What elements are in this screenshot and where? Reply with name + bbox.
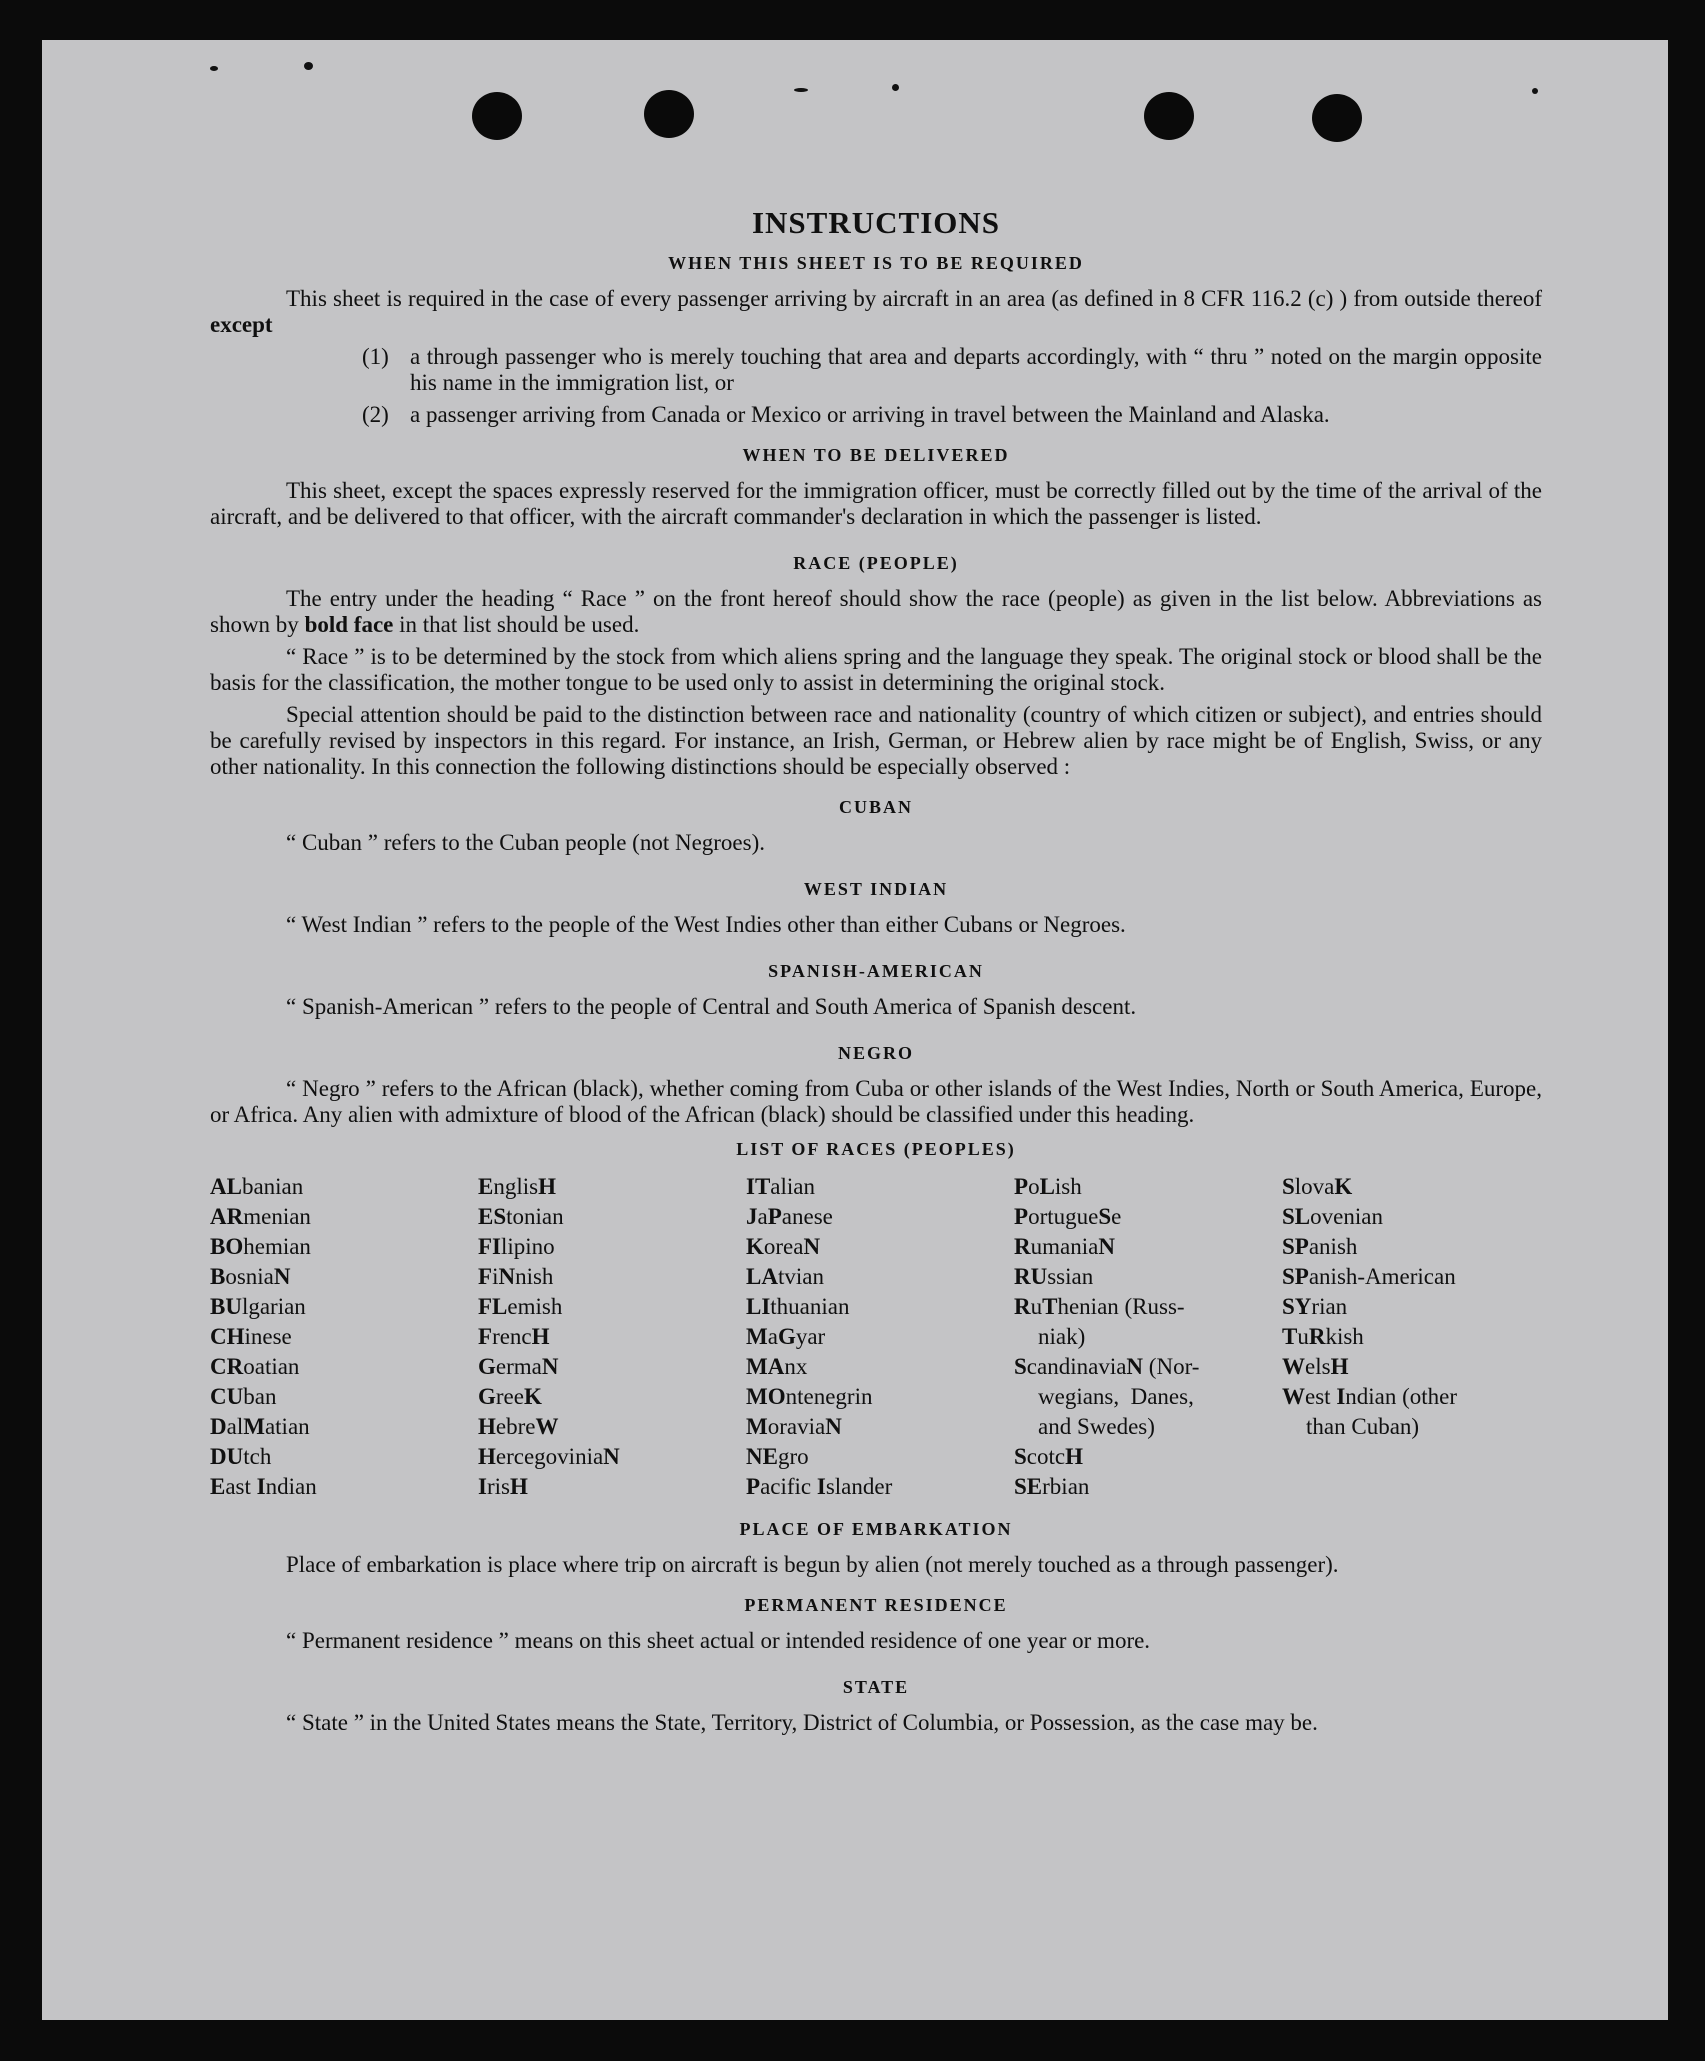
- race-abbreviation: I: [1336, 1384, 1346, 1409]
- race-text: e: [1111, 1204, 1122, 1229]
- race-text: ortugue: [1028, 1204, 1099, 1229]
- race-text: henian (Russ-: [1057, 1294, 1185, 1319]
- race-abbreviation: R: [1014, 1234, 1031, 1259]
- race-paragraph-3: Special attention should be paid to the distinction between race and nationality (country of which citizen or subject), and entries should be carefully revised by inspectors in this regard. For instance, an Irish, German, or Hebrew alien by race might be of English, Swiss, or any other nationality. In this connection the following distinctions should be especially observed :: [210, 702, 1542, 779]
- state-paragraph: “ State ” in the United States means the State, Territory, District of Columbia, or Possession, as the case may be.: [286, 1710, 1318, 1735]
- race-abbreviation: CU: [210, 1384, 244, 1409]
- race-abbreviation: H: [509, 1474, 528, 1499]
- when-required-paragraph: [210, 286, 1542, 338]
- when-delivered-paragraph: This sheet, except the spaces expressly reserved for the immigration officer, must be correctly filled out by the time of the arrival of the aircraft, and be delivered to that officer, with the aircraft commander's declaration in which the passenger is listed.: [210, 478, 1542, 529]
- race-text: gro: [777, 1444, 809, 1469]
- race-text: rbian: [1042, 1474, 1090, 1499]
- race-entry: [210, 1382, 478, 1412]
- race-abbreviation: AL: [210, 1174, 242, 1199]
- section-heading-cuban: CUBAN: [838, 797, 913, 817]
- race-paragraph-1: [210, 586, 1542, 638]
- race-abbreviation: BU: [210, 1294, 242, 1319]
- race-abbreviation: NE: [746, 1444, 778, 1469]
- race-text: u: [1030, 1294, 1043, 1319]
- race-text: ndian (other: [1345, 1384, 1458, 1409]
- race-entry: [746, 1412, 1014, 1442]
- spanish-american-paragraph: “ Spanish-American ” refers to the people of Central and South America of Spanish descent.: [286, 994, 1137, 1019]
- race-abbreviation: SL: [1282, 1204, 1311, 1229]
- race-entry: [478, 1442, 746, 1472]
- race-abbreviation: J: [746, 1204, 758, 1229]
- race-text: hemian: [243, 1234, 311, 1259]
- punch-hole: [1144, 92, 1194, 140]
- punch-hole: [644, 90, 694, 138]
- section-heading-races-list: LIST OF RACES (PEOPLES): [736, 1139, 1016, 1159]
- race-abbreviation: IT: [746, 1174, 771, 1199]
- section-heading-spanish-american: SPANISH-AMERICAN: [768, 961, 984, 981]
- race-entry: [210, 1472, 478, 1502]
- race-text: atian: [264, 1414, 310, 1439]
- race-abbreviation: G: [478, 1354, 496, 1379]
- embarkation-paragraph: Place of embarkation is place where trip on aircraft is begun by alien (not merely touched as a through passenger).: [286, 1552, 1339, 1577]
- race-abbreviation: P: [746, 1474, 761, 1499]
- race-text: renc: [492, 1324, 532, 1349]
- when-required-except: except: [210, 312, 273, 337]
- race-entry: [1014, 1202, 1282, 1232]
- race-abbreviation: E: [478, 1174, 494, 1199]
- race-entry: [1282, 1202, 1550, 1232]
- race-text: candinavia: [1026, 1354, 1127, 1379]
- race-abbreviation: N: [1098, 1234, 1115, 1259]
- race-entry: [1014, 1292, 1282, 1322]
- race-entry: [1014, 1352, 1282, 1382]
- race-text: tonian: [506, 1204, 564, 1229]
- cuban-paragraph: “ Cuban ” refers to the Cuban people (not Negroes).: [286, 830, 766, 855]
- race-abbreviation: SP: [1282, 1234, 1309, 1259]
- race-abbreviation: N: [498, 1264, 516, 1289]
- race-entry: [746, 1232, 1014, 1262]
- race-abbreviation: CH: [210, 1324, 245, 1349]
- race-p1-text: The entry under the heading “ Race ” on the front hereof should show the race (people) as given in the list below. Abbreviations as shown by: [210, 586, 1542, 637]
- race-text: ris: [486, 1474, 510, 1499]
- race-entry-continuation: [1014, 1412, 1282, 1442]
- race-entry: [1014, 1262, 1282, 1292]
- race-text: cotc: [1026, 1444, 1066, 1469]
- race-p1-end: in that list should be used.: [393, 612, 640, 637]
- race-abbreviation: SP: [1282, 1264, 1309, 1289]
- punch-hole: [472, 92, 522, 140]
- race-entry: [1014, 1472, 1282, 1502]
- race-entry: [746, 1322, 1014, 1352]
- race-abbreviation: N: [603, 1444, 620, 1469]
- race-text: orea: [763, 1234, 804, 1259]
- race-text: ban: [243, 1384, 277, 1409]
- race-entry: [210, 1442, 478, 1472]
- race-abbreviation: LI: [746, 1294, 771, 1319]
- race-text: emish: [507, 1294, 563, 1319]
- race-entry: [1282, 1232, 1550, 1262]
- race-abbreviation: ES: [478, 1204, 507, 1229]
- race-entry: [478, 1472, 746, 1502]
- race-abbreviation: BO: [210, 1234, 244, 1259]
- race-abbreviation: T: [1042, 1294, 1058, 1319]
- race-abbreviation: SE: [1014, 1474, 1043, 1499]
- race-abbreviation: F: [478, 1324, 493, 1349]
- races-column: [1014, 1172, 1282, 1502]
- race-abbreviation: G: [777, 1324, 796, 1349]
- race-abbreviation: W: [535, 1414, 559, 1439]
- race-abbreviation: S: [1014, 1444, 1027, 1469]
- race-entry-continuation: [1014, 1322, 1282, 1352]
- race-entry: [1282, 1262, 1550, 1292]
- race-abbreviation: RU: [1014, 1264, 1048, 1289]
- ink-speck: [794, 88, 808, 92]
- race-abbreviation: FI: [478, 1234, 501, 1259]
- ink-speck: [210, 66, 218, 71]
- race-abbreviation: N: [273, 1264, 291, 1289]
- race-text: u: [1297, 1324, 1309, 1349]
- race-entry: [478, 1322, 746, 1352]
- race-entry: [210, 1292, 478, 1322]
- races-column: [478, 1172, 746, 1502]
- race-entry: [1282, 1322, 1550, 1352]
- race-text: kish: [1325, 1324, 1364, 1349]
- race-entry: [210, 1262, 478, 1292]
- race-abbreviation: M: [746, 1324, 768, 1349]
- race-abbreviation: H: [1330, 1354, 1349, 1379]
- race-text: ovenian: [1310, 1204, 1383, 1229]
- section-heading-negro: NEGRO: [837, 1043, 914, 1063]
- race-text: lgarian: [241, 1294, 306, 1319]
- race-abbreviation: K: [1334, 1174, 1353, 1199]
- race-abbreviation: B: [210, 1264, 226, 1289]
- race-paragraph-2: “ Race ” is to be determined by the stock from which aliens spring and the language they speak. The original stock or blood shall be the basis for the classification, the mother tongue to be used only to assist in determining the original stock.: [210, 644, 1542, 695]
- race-abbreviation: K: [746, 1234, 764, 1259]
- race-text: i: [492, 1264, 499, 1289]
- race-text: lova: [1294, 1174, 1335, 1199]
- race-abbreviation: P: [1014, 1204, 1029, 1229]
- race-abbreviation: D: [210, 1414, 227, 1439]
- exception-item: [362, 402, 1542, 428]
- race-abbreviation: S: [1282, 1174, 1295, 1199]
- race-entry-continuation: [1282, 1412, 1550, 1442]
- race-abbreviation: I: [816, 1474, 826, 1499]
- race-abbreviation: R: [1308, 1324, 1326, 1349]
- when-required-intro: This sheet is required in the case of every passenger arriving by aircraft in an area (as defined in 8 CFR 116.2 (c) ) from outside thereof: [286, 286, 1542, 311]
- instructions-content: [210, 170, 1542, 1742]
- race-text: acific: [760, 1474, 817, 1499]
- race-abbreviation: E: [210, 1474, 226, 1499]
- race-text: banian: [241, 1174, 304, 1199]
- race-entry: [478, 1382, 746, 1412]
- ink-speck: [892, 84, 899, 91]
- race-entry: [210, 1322, 478, 1352]
- race-entry: [746, 1472, 1014, 1502]
- race-abbreviation: N: [803, 1234, 821, 1259]
- race-text: rian: [1311, 1294, 1348, 1319]
- race-abbreviation: M: [243, 1414, 265, 1439]
- west-indian-paragraph: “ West Indian ” refers to the people of the West Indies other than either Cubans or Negroes.: [286, 912, 1126, 937]
- race-text: ssian: [1047, 1264, 1094, 1289]
- race-abbreviation: N: [825, 1414, 842, 1439]
- race-text: (Nor-: [1143, 1354, 1200, 1379]
- race-abbreviation: L: [1039, 1174, 1055, 1199]
- ink-speck: [304, 62, 313, 70]
- race-abbreviation: I: [256, 1474, 266, 1499]
- race-abbreviation: N: [541, 1354, 559, 1379]
- race-abbreviation: H: [538, 1174, 556, 1199]
- race-entry: [1282, 1352, 1550, 1382]
- race-entry: [478, 1292, 746, 1322]
- race-text: oravia: [767, 1414, 826, 1439]
- race-abbreviation: R: [1014, 1294, 1031, 1319]
- race-entry: [478, 1352, 746, 1382]
- race-text: ree: [495, 1384, 524, 1409]
- race-entry-continuation: [1014, 1382, 1282, 1412]
- race-abbreviation: G: [478, 1384, 496, 1409]
- race-text: nglis: [493, 1174, 539, 1199]
- race-text: anish-American: [1308, 1264, 1456, 1289]
- race-text: o: [1028, 1174, 1040, 1199]
- exception-text: a through passenger who is merely touching that area and departs accordingly, with “ thru ” noted on the margin opposite his name in the immigration list, or: [410, 344, 1542, 395]
- race-entry: [746, 1202, 1014, 1232]
- section-heading-race: RACE (PEOPLE): [793, 553, 959, 573]
- race-text: tvian: [777, 1264, 824, 1289]
- race-abbreviation: AR: [210, 1204, 244, 1229]
- race-text: anese: [781, 1204, 833, 1229]
- race-text: els: [1305, 1354, 1331, 1379]
- race-text: a: [757, 1204, 768, 1229]
- race-abbreviation: H: [1065, 1444, 1083, 1469]
- race-entry: [746, 1292, 1014, 1322]
- race-abbreviation: W: [1282, 1354, 1305, 1379]
- race-text: menian: [243, 1204, 311, 1229]
- race-abbreviation: N: [1126, 1354, 1144, 1379]
- race-abbreviation: LA: [746, 1264, 778, 1289]
- race-text: lipino: [501, 1234, 555, 1259]
- race-text: a: [767, 1324, 778, 1349]
- residence-paragraph: “ Permanent residence ” means on this sheet actual or intended residence of one year or more.: [286, 1628, 1151, 1653]
- race-text: wegians, Danes,: [1038, 1384, 1194, 1409]
- race-abbreviation: H: [531, 1324, 550, 1349]
- race-abbreviation: MA: [746, 1354, 785, 1379]
- race-abbreviation: F: [478, 1264, 493, 1289]
- race-text: nx: [784, 1354, 808, 1379]
- race-entry: [210, 1352, 478, 1382]
- race-text: than Cuban): [1306, 1414, 1420, 1439]
- race-entry: [746, 1352, 1014, 1382]
- race-abbreviation: S: [1098, 1204, 1112, 1229]
- race-entry: [478, 1172, 746, 1202]
- race-text: ntenegrin: [785, 1384, 873, 1409]
- race-text: and Swedes): [1038, 1414, 1155, 1439]
- race-abbreviation: P: [767, 1204, 782, 1229]
- race-entry: [1282, 1382, 1550, 1412]
- race-text: anish: [1308, 1234, 1358, 1259]
- race-text: osnia: [225, 1264, 274, 1289]
- race-text: ndian: [265, 1474, 317, 1499]
- race-entry: [1014, 1172, 1282, 1202]
- race-p1-bold: bold face: [304, 612, 394, 637]
- race-entry: [210, 1172, 478, 1202]
- race-text: ish: [1054, 1174, 1082, 1199]
- exception-number: (1): [362, 344, 389, 369]
- punch-hole: [1312, 94, 1362, 142]
- race-text: inese: [244, 1324, 292, 1349]
- section-heading-when-required: WHEN THIS SHEET IS TO BE REQUIRED: [668, 253, 1084, 273]
- race-entry: [478, 1232, 746, 1262]
- race-text: alian: [770, 1174, 815, 1199]
- race-text: est: [1305, 1384, 1337, 1409]
- race-entry: [746, 1382, 1014, 1412]
- race-entry: [746, 1172, 1014, 1202]
- races-column: [210, 1172, 478, 1502]
- race-text: nish: [515, 1264, 554, 1289]
- section-heading-when-delivered: WHEN TO BE DELIVERED: [742, 445, 1010, 465]
- race-entry: [210, 1202, 478, 1232]
- race-entry: [1014, 1442, 1282, 1472]
- section-heading-state: STATE: [842, 1677, 910, 1697]
- race-abbreviation: CR: [210, 1354, 244, 1379]
- race-abbreviation: K: [523, 1384, 542, 1409]
- race-abbreviation: SY: [1282, 1294, 1312, 1319]
- document-page: [42, 40, 1668, 2020]
- races-column: [746, 1172, 1014, 1502]
- exception-item: [362, 344, 1542, 396]
- race-abbreviation: M: [746, 1414, 768, 1439]
- race-abbreviation: H: [478, 1444, 496, 1469]
- section-heading-embarkation: PLACE OF EMBARKATION: [739, 1519, 1013, 1539]
- race-text: umania: [1030, 1234, 1099, 1259]
- race-entry: [746, 1442, 1014, 1472]
- race-text: ast: [225, 1474, 257, 1499]
- section-heading-residence: PERMANENT RESIDENCE: [744, 1595, 1008, 1615]
- race-entry: [478, 1412, 746, 1442]
- race-abbreviation: P: [1014, 1174, 1029, 1199]
- race-abbreviation: MO: [746, 1384, 786, 1409]
- race-text: thuanian: [770, 1294, 850, 1319]
- section-heading-west-indian: WEST INDIAN: [803, 879, 949, 899]
- race-entry: [478, 1262, 746, 1292]
- ink-speck: [1532, 88, 1538, 94]
- race-entry: [478, 1202, 746, 1232]
- races-list: [210, 1172, 1542, 1502]
- race-entry: [210, 1232, 478, 1262]
- race-text: yar: [795, 1324, 826, 1349]
- race-abbreviation: DU: [210, 1444, 244, 1469]
- race-text: erma: [495, 1354, 542, 1379]
- race-entry: [746, 1262, 1014, 1292]
- race-text: slander: [825, 1474, 893, 1499]
- race-abbreviation: FL: [478, 1294, 508, 1319]
- race-text: ercegovinia: [495, 1444, 604, 1469]
- race-text: niak): [1038, 1324, 1086, 1349]
- race-abbreviation: I: [478, 1474, 487, 1499]
- race-entry: [1014, 1232, 1282, 1262]
- exception-text: a passenger arriving from Canada or Mexico or arriving in travel between the Mainland and Alaska.: [410, 402, 1330, 427]
- race-abbreviation: H: [478, 1414, 496, 1439]
- negro-paragraph: “ Negro ” refers to the African (black), whether coming from Cuba or other islands of the West Indies, North or South America, Europe, or Africa. Any alien with admixture of blood of the African (black) should be classified under this heading.: [210, 1076, 1542, 1127]
- race-abbreviation: T: [1282, 1324, 1298, 1349]
- race-text: al: [226, 1414, 244, 1439]
- race-abbreviation: W: [1282, 1384, 1305, 1409]
- race-text: ebre: [495, 1414, 536, 1439]
- race-entry: [210, 1412, 478, 1442]
- race-entry: [1282, 1292, 1550, 1322]
- race-text: oatian: [243, 1354, 300, 1379]
- race-text: tch: [243, 1444, 272, 1469]
- race-abbreviation: S: [1014, 1354, 1027, 1379]
- races-column: [1282, 1172, 1550, 1502]
- race-entry: [1282, 1172, 1550, 1202]
- exception-number: (2): [362, 402, 389, 427]
- page-title: INSTRUCTIONS: [751, 205, 1000, 240]
